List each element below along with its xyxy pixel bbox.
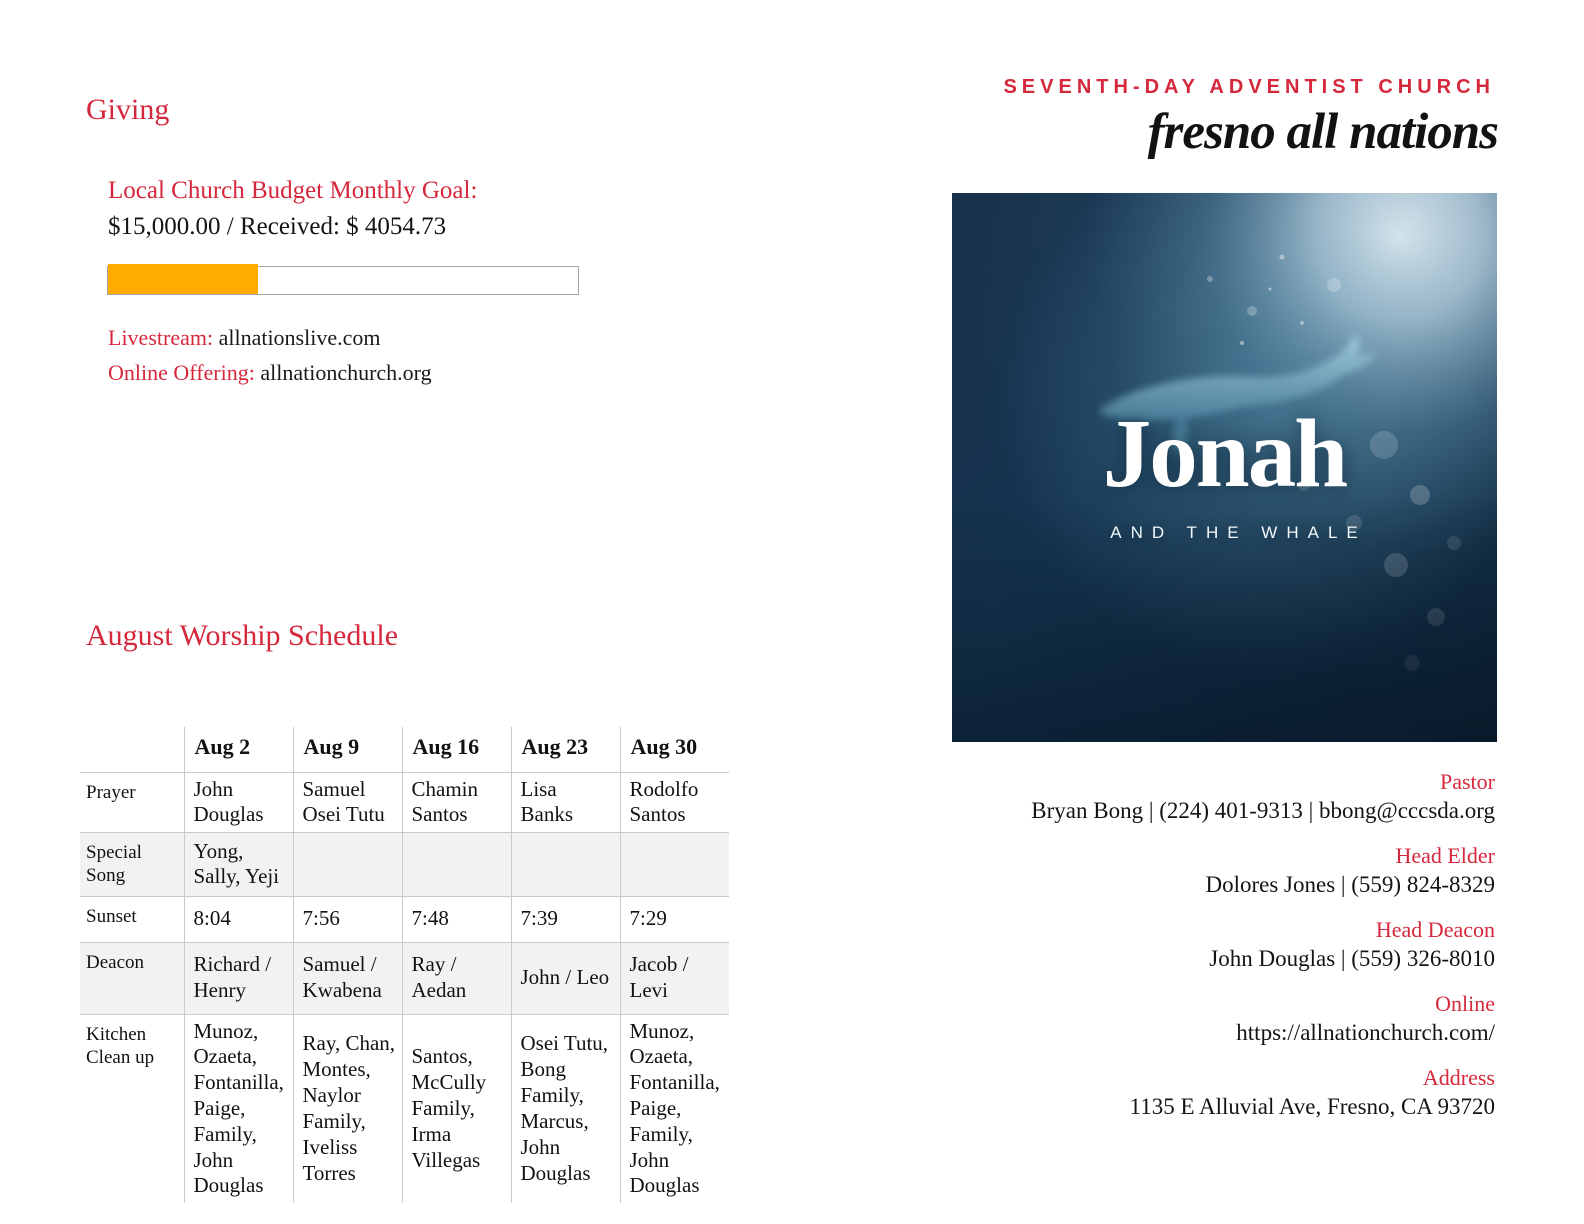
row-label-deacon: Deacon [80, 942, 184, 1014]
table-cell: Munoz, Ozaeta, Fontanilla, Paige, Family, John Douglas [620, 1014, 729, 1203]
livestream-label: Livestream: [108, 325, 214, 350]
contact-website-link[interactable]: https://allnationchurch.com/ [1236, 1020, 1495, 1045]
contact-group-pastor [1031, 768, 1495, 826]
contact-label: Pastor [1440, 769, 1495, 794]
table-cell: 7:48 [402, 896, 511, 942]
contact-group-online [1031, 990, 1495, 1048]
livestream-line [108, 325, 380, 351]
table-cell: Osei Tutu, Bong Family, Marcus, John Douglas [511, 1014, 620, 1203]
table-cell: Samuel Osei Tutu [293, 772, 402, 833]
contact-label: Address [1422, 1065, 1495, 1090]
table-cell: 7:39 [511, 896, 620, 942]
row-label-kitchen-cleanup: Kitchen Clean up [86, 1023, 155, 1068]
table-cell: Lisa Banks [511, 772, 620, 833]
cover-title: Jonah [1102, 400, 1347, 507]
table-cell: John / Leo [511, 942, 620, 1014]
budget-goal-label: Local Church Budget Monthly Goal: [108, 177, 478, 204]
table-cell: Munoz, Ozaeta, Fontanilla, Paige, Family, John Douglas [184, 1014, 293, 1203]
table-row-kitchen-cleanup [80, 1014, 729, 1203]
cover-image [952, 193, 1497, 742]
contact-value: 1135 E Alluvial Ave, Fresno, CA 93720 [1129, 1094, 1495, 1119]
table-cell [293, 833, 402, 896]
contact-value: Bryan Bong | (224) 401-9313 | bbong@cccsda.org [1031, 798, 1495, 823]
table-cell: Santos, McCully Family, Irma Villegas [402, 1014, 511, 1203]
table-cell: John Douglas [184, 772, 293, 833]
row-label-special-song: Special Song [80, 833, 184, 896]
denomination-header: SEVENTH-DAY ADVENTIST CHURCH [1003, 76, 1495, 98]
corner-cell [80, 727, 184, 772]
column-header-aug23: Aug 23 [511, 727, 620, 772]
contact-value: Dolores Jones | (559) 824-8329 [1205, 872, 1495, 897]
contact-value: John Douglas | (559) 326-8010 [1209, 946, 1495, 971]
column-header-aug2: Aug 2 [184, 727, 293, 772]
table-cell: Yong, Sally, Yeji [184, 833, 293, 896]
worship-schedule-table [80, 727, 729, 1203]
table-cell: 8:04 [184, 896, 293, 942]
livestream-url-link[interactable]: allnationslive.com [218, 325, 381, 350]
table-cell: Jacob / Levi [620, 942, 729, 1014]
contact-label: Head Elder [1395, 843, 1495, 868]
table-cell: Chamin Santos [402, 772, 511, 833]
church-name: fresno all nations [1147, 104, 1498, 160]
contact-group-head-elder [1031, 842, 1495, 900]
contact-list [1031, 768, 1495, 1138]
table-cell: Rodolfo Santos [620, 772, 729, 833]
table-cell: Ray, Chan, Montes, Naylor Family, Iveliss Torres [293, 1014, 402, 1203]
table-cell [402, 833, 511, 896]
contact-group-head-deacon [1031, 916, 1495, 974]
table-cell: 7:56 [293, 896, 402, 942]
table-header-row [80, 727, 729, 772]
budget-goal-value: $15,000.00 / Received: $ 4054.73 [108, 213, 447, 240]
table-row-special-song [80, 833, 729, 896]
table-cell: 7:29 [620, 896, 729, 942]
table-cell: Ray / Aedan [402, 942, 511, 1014]
table-row-prayer [80, 772, 729, 833]
contact-label: Head Deacon [1375, 917, 1495, 942]
table-row-sunset [80, 896, 729, 942]
contact-label: Online [1435, 991, 1495, 1016]
table-row-deacon [80, 942, 729, 1014]
table-cell: Samuel / Kwabena [293, 942, 402, 1014]
giving-progress-bar [107, 266, 579, 295]
giving-section-title: Giving [86, 93, 170, 126]
row-label-prayer: Prayer [80, 772, 184, 833]
online-offering-url-link[interactable]: allnationchurch.org [260, 360, 432, 385]
table-cell [620, 833, 729, 896]
online-offering-line [108, 360, 432, 386]
column-header-aug16: Aug 16 [402, 727, 511, 772]
schedule-section-title: August Worship Schedule [86, 619, 399, 652]
cover-subtitle: AND THE WHALE [1110, 523, 1367, 542]
table-cell [511, 833, 620, 896]
table-cell: Richard / Henry [184, 942, 293, 1014]
column-header-aug30: Aug 30 [620, 727, 729, 772]
contact-group-address [1031, 1064, 1495, 1122]
giving-progress-fill [108, 264, 258, 294]
row-label-sunset: Sunset [80, 896, 184, 942]
online-offering-label: Online Offering: [108, 360, 255, 385]
column-header-aug9: Aug 9 [293, 727, 402, 772]
